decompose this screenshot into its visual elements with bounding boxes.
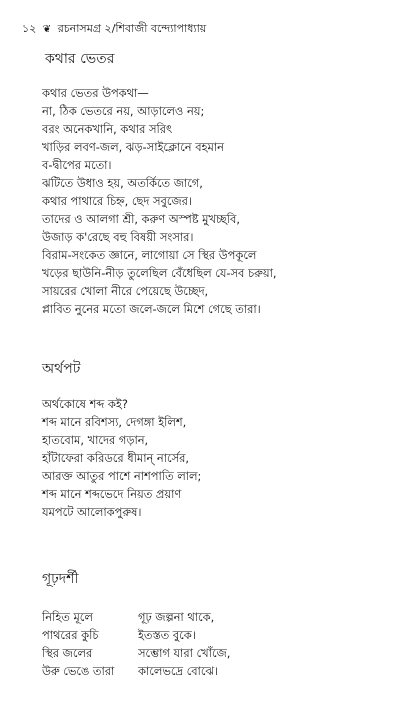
poem-line: প্লাবিত নুনের মতো জলে-জলে মিশে গেছে তারা। xyxy=(42,302,261,316)
poem-line: বিরাম-সংকেত জ্ঞানে, লাগোয়া সে স্থির উপকূলে xyxy=(42,248,257,262)
poem-line: ঝটিতে উধাও হয়, অতর্কিতে জাগে, xyxy=(42,176,203,190)
poem-line-left: উরু ভেঙে তারা xyxy=(42,664,115,678)
poem-line-right: সম্ভোগ যারা খোঁজে, xyxy=(138,646,231,660)
poem-line: আরক্ত আতুর পাশে নাশপাতি লাল; xyxy=(42,469,202,483)
poem-line: অর্থকোষে শব্দ কই? xyxy=(42,397,128,411)
poem-line: না, ঠিক ভেতরে নয়, আড়ালেও নয়; xyxy=(42,104,205,118)
poem-line-right: ইতস্তত বুকে। xyxy=(138,628,196,642)
page-number: ১২ xyxy=(22,22,37,35)
poem-line: হাতবোম, খাদের গড়ান, xyxy=(42,433,149,447)
poem-line-right: গূঢ় জল্পনা থাকে, xyxy=(138,610,215,624)
poem-line: বরং অনেকখানি, কথার সরিৎ xyxy=(42,122,173,136)
poem-line: যমপটে আলোকপুরুষ। xyxy=(42,505,142,519)
poem-line: শব্দ মানে রবিশস্য, দেগঙ্গা ইলিশ, xyxy=(42,415,187,429)
poem-line: শব্দ মানে শব্দভেদে নিয়ত প্রয়াণ xyxy=(42,487,182,501)
poem-line-left: পাথরের কুচি xyxy=(42,628,99,642)
poem-line: হাঁটাফেরা করিডরে ধীমান্ নার্সের, xyxy=(42,451,190,465)
poem-line-right: কালেভদ্রে বোঝে। xyxy=(138,664,219,678)
poem-line: তাদের ও আলগা শ্রী, করুণ অস্পষ্ট মুখচ্ছবি, xyxy=(42,212,240,226)
poem-line: সায়রের খোলা নীরে পেয়েছে উচ্ছেদ, xyxy=(42,284,209,298)
poem-line-left: নিহিত মূলে xyxy=(42,610,93,624)
poem-line: কথার পাথারে চিহ্ন, ছেদ সবুজের। xyxy=(42,194,192,208)
running-head xyxy=(22,22,206,37)
poem-line-left: স্থির জলের xyxy=(42,646,93,660)
poem-line: খাড়ির লবণ-জল, ঝড়-সাইক্লোনে বহমান xyxy=(42,140,224,154)
ornament-icon: ❦ xyxy=(42,24,52,35)
poem-title: গূঢ়দর্শী xyxy=(42,571,79,587)
poem-line: ব-দ্বীপের মতো। xyxy=(42,158,112,172)
running-title: রচনাসমগ্র ২/শিবাজী বন্দ্যোপাধ্যায় xyxy=(57,22,207,35)
poem-title: অর্থপট xyxy=(42,361,81,377)
poem-line: কথার ভেতর উপকথা— xyxy=(42,86,149,100)
poem-line: উজাড় ক'রেছে বহু বিষয়ী সংসার। xyxy=(42,230,194,244)
poem-title: কথার ভেতর xyxy=(45,51,115,67)
poem-line: খড়ের ছাউনি-নীড় তুলেছিল বেঁধেছিল যে-সব চরুয়া, xyxy=(42,266,277,280)
